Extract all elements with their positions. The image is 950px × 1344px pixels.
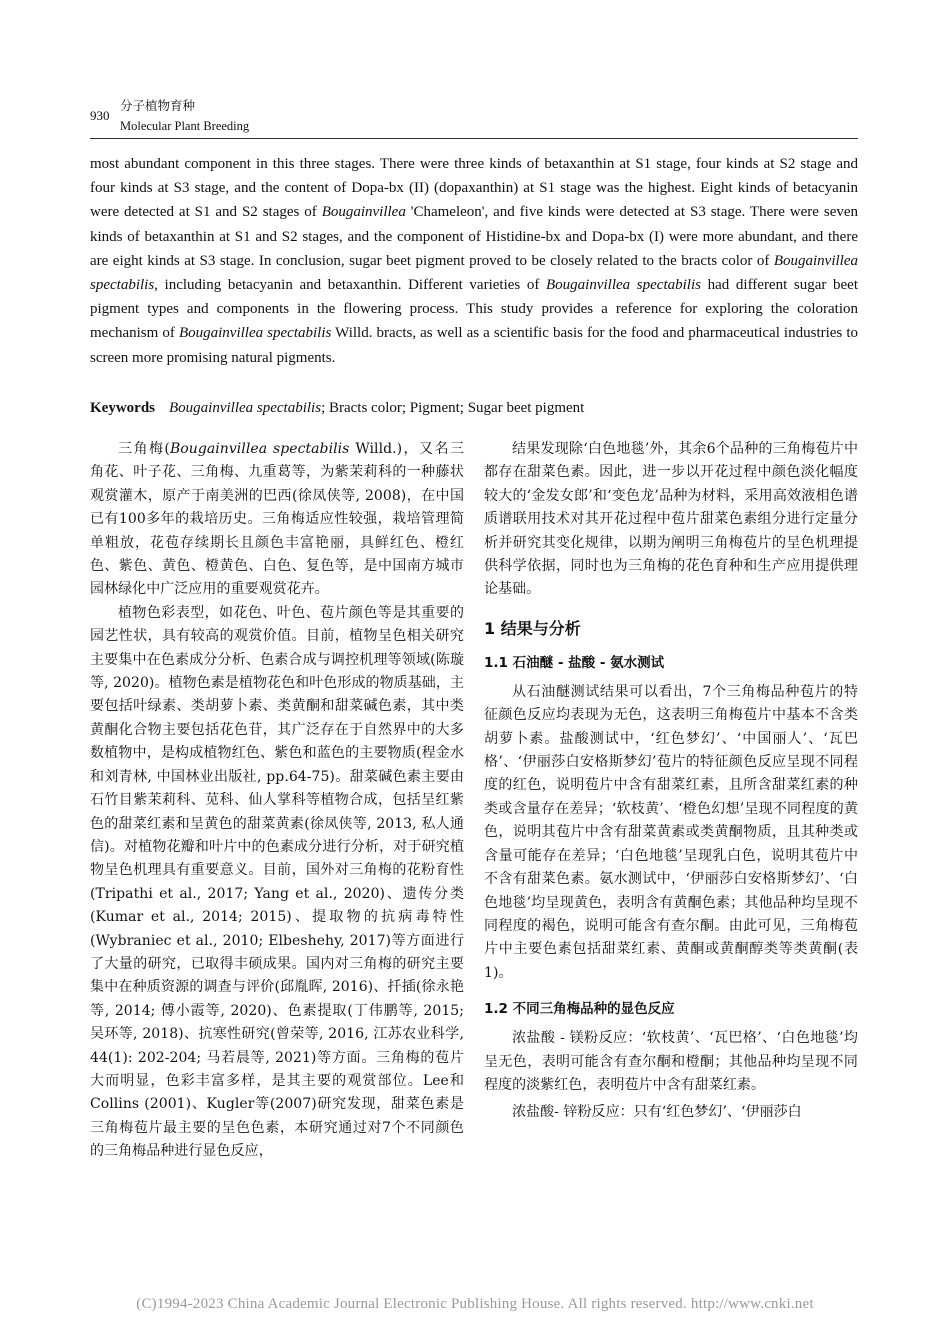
right-column xyxy=(484,438,858,1125)
results-paragraph-3: 浓盐酸- 锌粉反应：只有‘红色梦幻’、‘伊丽莎白 xyxy=(512,1104,802,1121)
species-name: Bougainvillea spectabilis xyxy=(90,252,858,294)
keywords: Keywords Bougainvillea spectabilis; Bracts color; Pigment; Sugar beet pigment xyxy=(90,400,585,416)
keyword-species: Bougainvillea spectabilis xyxy=(169,400,322,416)
journal-title xyxy=(120,96,249,136)
results-paragraph-1: 从石油醚测试结果可以看出，7个三角梅品种苞片的特征颜色反应均表现为无色，这表明三角梅苞片中基本不含类胡萝卜素。盐酸测试中，‘红色梦幻’、‘中国丽人’、‘瓦巴格’、‘伊丽莎白安格斯梦幻’苞片的特征颜色反应呈现不同程度的红色，说明苞片中含有甜菜红素，且所含甜菜红素的种类或含量存在差异；‘软枝黄’、‘橙色幻想’呈现不同程度的黄色，说明其苞片中含有甜菜黄素或类黄酮物质，且其种类或含量可能存在差异；‘白色地毯’呈现乳白色，说明其苞片中不含有甜菜色素。氨水测试中，‘伊丽莎白安格斯梦幻’、‘白色地毯’均呈现黄色，表明含有黄酮色素；其他品种均呈现不同程度的褐色，说明可能含有查尔酮。由此可见，三角梅苞片中主要色素包括甜菜红素、黄酮或黄酮醇类等类黄酮(表1)。 xyxy=(484,683,858,981)
intro-paragraph-3: 结果发现除‘白色地毯’外，其余6个品种的三角梅苞片中都存在甜菜色素。因此，进一步以开花过程中颜色淡化幅度较大的‘金发女郎’和‘变色龙’品种为材料，采用高效液相色谱质谱联用技术对其开花过程中苞片甜菜色素组分进行定量分析并研究其变化规律，以期为阐明三角梅苞片的呈色机理提供科学依据，同时也为三角梅的花色育种和生产应用提供理论基础。 xyxy=(484,441,858,598)
subsection-heading-1-2: 1.2 不同三角梅品种的显色反应 xyxy=(484,1001,675,1018)
journal-title-en: Molecular Plant Breeding xyxy=(120,119,250,133)
left-column xyxy=(90,438,464,1164)
journal-title-cn: 分子植物育种 xyxy=(120,99,196,113)
intro-paragraph-1: 三角梅(Bougainvillea spectabilis Willd.)，又名三角花、叶子花、三角梅、九重葛等，为紫茉莉科的一种藤状观赏灌木，原产于南美洲的巴西(徐凤侠等, 2008)，在中国已有100多年的栽培历史。三角梅适应性较强，栽培管理简单粗放，花苞存续期长且颜色丰富艳丽，具鲜红色、橙红色、紫色、黄色、橙黄色、白色、复色等，是中国南方城市园林绿化中广泛应用的重要观赏花卉。 xyxy=(90,441,465,598)
keywords-label: Keywords xyxy=(90,400,155,416)
intro-paragraph-2: 植物色彩表型，如花色、叶色、苞片颜色等是其重要的园艺性状，具有较高的观赏价值。目前，植物呈色相关研究主要集中在色素成分分析、色素合成与调控机理等领域(陈璇等, 2020)。植物色素是植物花色和叶色形成的物质基础，主要包括叶绿素、类胡萝卜素、类黄酮和甜菜碱色素，其中类黄酮化合物主要包括花色苷，其广泛存在于自然界中的大多数植物中，是构成植物红色、紫色和蓝色的主要物质(程金水和刘青林, 中国林业出版社, pp.64-75)。甜菜碱色素主要由石竹目紫茉莉科、苋科、仙人掌科等植物合成，包括呈红紫色的甜菜红素和呈黄色的甜菜黄素(徐凤侠等, 2013, 私人通信)。对植物花瓣和叶片中的色素成分进行分析，对于研究植物呈色机理具有重要意义。目前，国外对三角梅的花粉育性(Tripathi et al., 2017; Yang et al., 2020)、遗传分类(Kumar et al., 2014; 2015)、提取物的抗病毒特性(Wybraniec et al., 2010; Elbeshehy, 2017)等方面进行了大量的研究，已取得丰硕成果。国内对三角梅的研究主要集中在种质资源的调查与评价(邱胤晖, 2016)、扦插(徐永艳等, 2014; 傅小霞等, 2020)、色素提取(丁伟鹏等, 2015; 吴环等, 2018)、抗寒性研究(曾荣等, 2016, 江苏农业科学, 44(1): 202-204; 马若晨等, 2021)等方面。三角梅的苞片大而明显，色彩丰富多样，是其主要的观赏部位。Lee和Collins (2001)、Kugler等(2007)研究发现，甜菜色素是三角梅苞片最主要的呈色色素，本研究通过对7个不同颜色的三角梅品种进行显色反应， xyxy=(90,604,464,1160)
species-name: Bougainvillea spectabilis xyxy=(178,325,332,342)
page-number: 930 xyxy=(90,108,110,123)
section-heading: 1 结果与分析 xyxy=(484,618,581,638)
subsection-heading-1-1: 1.1 石油醚 - 盐酸 - 氨水测试 xyxy=(484,654,665,671)
species-name: Bougainvillea xyxy=(321,204,406,221)
page-header xyxy=(90,96,858,139)
copyright-footer: (C)1994-2023 China Academic Journal Electronic Publishing House. All rights reserved. http://www.cnki.net xyxy=(136,1296,814,1312)
species-name: Bougainvillea spectabilis xyxy=(546,277,701,294)
abstract-text: most abundant component in this three stages. There were three kinds of betaxanthin at S1 stage, four kinds at S2 stage and four kinds at S3 stage, and the content of Dopa-bx (II) (dopaxanthin) at S1 stage was the highest. Eight kinds of betacyanin were detected at S1 and S2 stages of Bougainvillea 'Chameleon', and five kinds were detected at S3 stage. There were seven kinds of betaxanthin at S1 and S2 stages, and the component of Histidine-bx and Dopa-bx (I) were more abundant, and there are eight kinds at S3 stage. In conclusion, sugar beet pigment proved to be closely related to the bracts color of Bougainvillea spectabilis, including betacyanin and betaxanthin. Different varieties of Bougainvillea spectabilis had different sugar beet pigment types and components in the flowering process. This study provides a reference for exploring the coloration mechanism of Bougainvillea spectabilis Willd. bracts, as well as a scientific basis for the food and pharmaceutical industries to screen more promising natural pigments. xyxy=(90,156,859,366)
results-paragraph-2: 浓盐酸 - 镁粉反应：‘软枝黄’、‘瓦巴格’、‘白色地毯’均呈无色，表明可能含有查尔酮和橙酮；其他品种均呈现不同程度的淡紫红色，表明苞片中含有甜菜红素。 xyxy=(484,1030,858,1093)
